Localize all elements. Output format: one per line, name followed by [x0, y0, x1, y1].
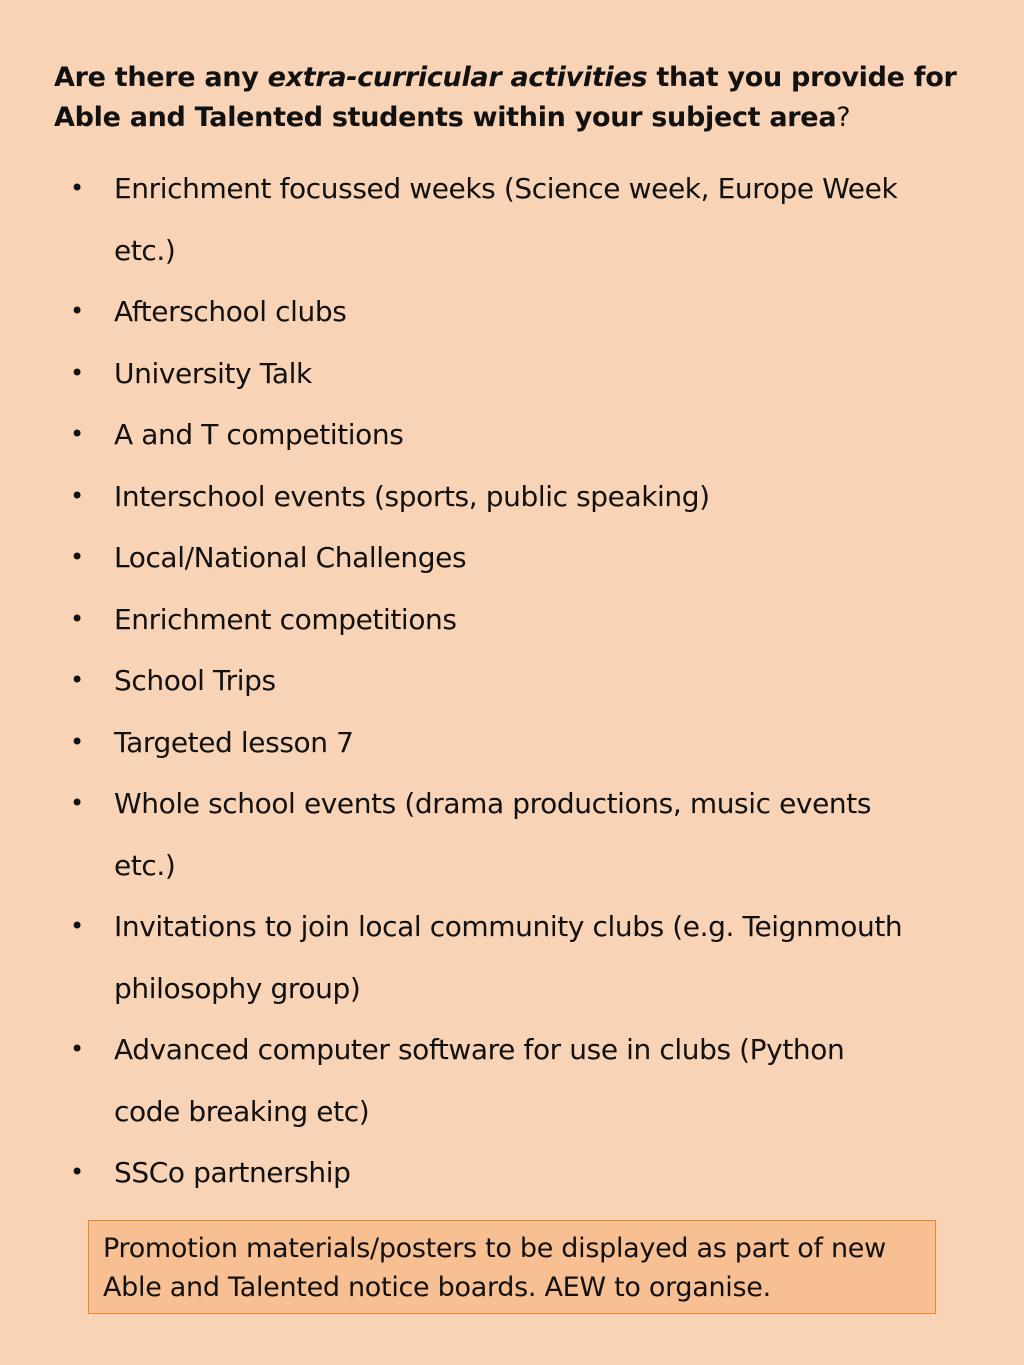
bullet-icon: •	[70, 358, 84, 387]
list-item-text: Interschool events (sports, public speaking)	[114, 479, 710, 513]
list-item	[0, 712, 914, 774]
question-text-end: that you provide for Able and Talented students within your subject area	[54, 62, 957, 133]
list-item	[0, 466, 914, 528]
bullet-icon: •	[70, 604, 84, 633]
list-item	[0, 589, 914, 651]
list-item-text: Afterschool clubs	[114, 295, 347, 328]
bullet-icon: •	[70, 1035, 84, 1063]
bullet-icon: •	[70, 543, 84, 571]
list-item	[0, 650, 914, 712]
list-item-text: Local/National Challenges	[114, 541, 467, 574]
list-item	[0, 343, 914, 405]
list-item	[0, 1019, 914, 1142]
list-item-text: Enrichment competitions	[114, 602, 457, 636]
list-item	[0, 281, 914, 343]
list-item-text: University Talk	[114, 356, 312, 390]
list-item	[0, 1142, 914, 1204]
question-heading	[54, 58, 994, 138]
note-box	[88, 1220, 936, 1314]
list-item-text: Enrichment focussed weeks (Science week, Europe Week etc.)	[114, 172, 898, 267]
list-item-text: School Trips	[114, 664, 276, 697]
bullet-icon: •	[70, 912, 84, 940]
list-item-text: Invitations to join local community clubs (e.g. Teignmouth philosophy group)	[114, 910, 903, 1005]
bullet-icon: •	[70, 481, 84, 510]
bullet-icon: •	[70, 666, 84, 694]
bullet-icon: •	[70, 174, 84, 202]
question-text-start: Are there any	[54, 62, 268, 93]
list-item-text: Whole school events (drama productions, music events etc.)	[114, 787, 872, 882]
note-text: Promotion materials/posters to be displayed as part of new Able and Talented notice boards. AEW to organise.	[103, 1233, 886, 1303]
question-text-italic: extra-curricular activities	[267, 62, 648, 93]
question-mark: ?	[836, 102, 851, 133]
list-item	[0, 773, 914, 896]
activities-list	[0, 158, 1024, 1204]
list-item	[0, 404, 914, 466]
list-item-text: Targeted lesson 7	[114, 725, 354, 759]
list-item-text: Advanced computer software for use in clubs (Python code breaking etc)	[114, 1033, 845, 1128]
bullet-icon: •	[70, 420, 84, 448]
bullet-icon: •	[70, 1158, 84, 1186]
bullet-icon: •	[70, 789, 84, 817]
list-item	[0, 527, 914, 589]
list-item	[0, 158, 914, 281]
list-item-text: SSCo partnership	[114, 1156, 351, 1189]
list-item	[0, 896, 914, 1019]
bullet-icon: •	[70, 297, 84, 325]
bullet-icon: •	[70, 727, 84, 756]
list-item-text: A and T competitions	[114, 418, 404, 451]
